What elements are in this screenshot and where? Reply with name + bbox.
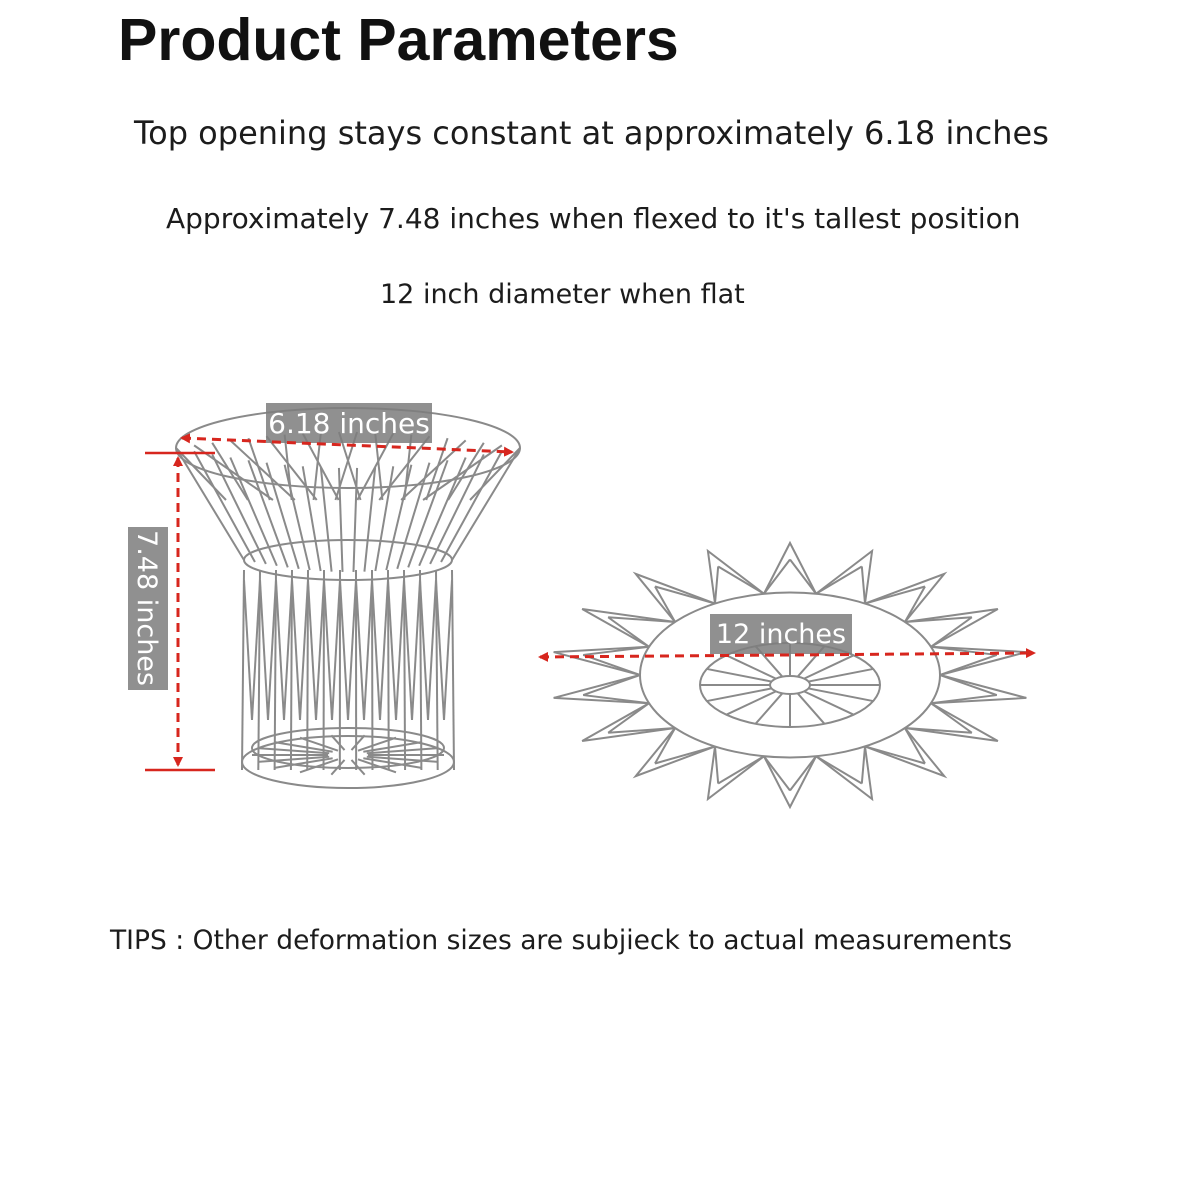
page-title: Product Parameters: [118, 7, 679, 73]
top-width-label: 6.18 inches: [268, 407, 430, 440]
spec-tallest-position: Approximately 7.48 inches when flexed to it's tallest position: [166, 202, 1021, 235]
flat-basket-image: [554, 543, 1027, 807]
tall-basket-image: [176, 408, 520, 788]
flat-diameter-arrow: [540, 653, 1034, 657]
spec-top-opening: Top opening stays constant at approximately 6.18 inches: [134, 114, 1049, 152]
flat-diameter-label: 12 inches: [715, 619, 847, 650]
tips-note: TIPS : Other deformation sizes are subjieck to actual measurements: [110, 925, 1012, 956]
spec-flat-diameter: 12 inch diameter when flat: [380, 279, 745, 310]
height-label: 7.48 inches: [131, 530, 162, 686]
height-dimension: [128, 453, 215, 770]
